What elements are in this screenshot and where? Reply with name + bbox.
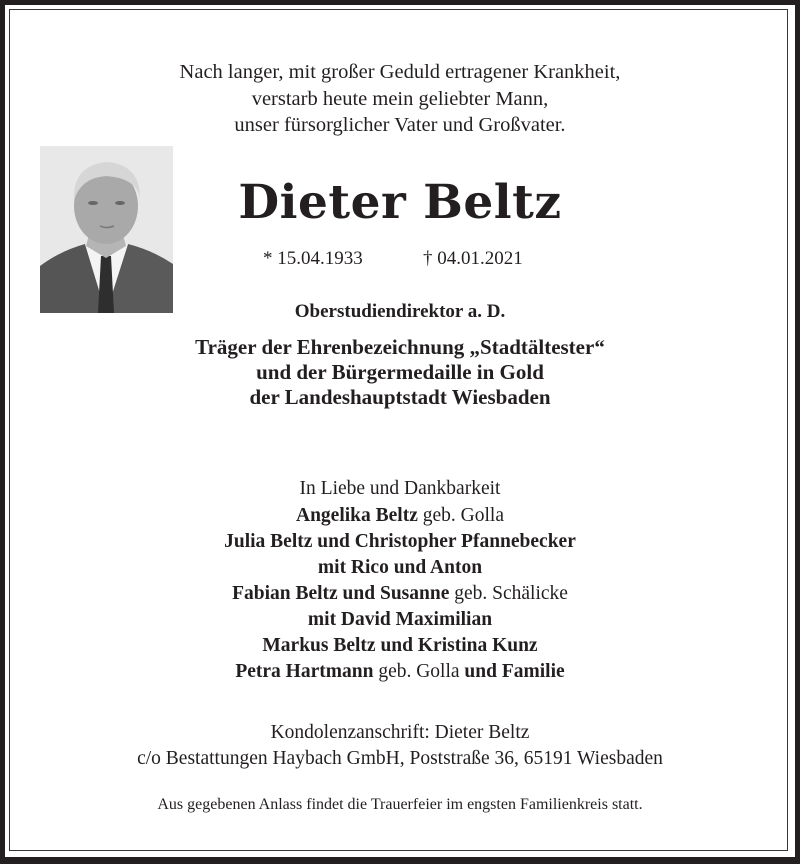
mourner-suffix: geb. Golla (373, 661, 465, 682)
honor-line-2: und der Bürgermedaille in Gold (256, 360, 544, 384)
mourner-line (0, 609, 800, 631)
death-date: † 04.01.2021 (423, 248, 523, 269)
mourner-name: mit David Maximilian (307, 609, 493, 630)
mourner-name: Angelika Beltz (296, 505, 418, 526)
mourner-name: Fabian Beltz und Susanne (232, 583, 450, 604)
mourner-line (0, 531, 800, 553)
mourner-line (0, 635, 800, 657)
profession-title: Oberstudiendirektor a. D. (294, 301, 506, 322)
condolence-address-line-2: c/o Bestattungen Haybach GmbH, Poststraße 36, 65191 Wiesbaden (137, 748, 663, 769)
condolence-address-line-1: Kondolenzanschrift: Dieter Beltz (270, 722, 530, 743)
mourner-line (0, 557, 800, 579)
portrait-photo (40, 146, 173, 313)
deceased-name: Dieter Beltz (238, 175, 562, 230)
intro-line-1: Nach langer, mit großer Geduld ertragener Krankheit, (179, 61, 621, 83)
mourners-heading: In Liebe und Dankbarkeit (299, 478, 501, 499)
mourner-line (0, 505, 800, 527)
mourner-name: mit Rico und Anton (317, 557, 483, 578)
mourner-family: und Familie (464, 661, 565, 682)
mourner-line (0, 661, 800, 683)
honor-line-3: der Landeshauptstadt Wiesbaden (249, 385, 551, 409)
funeral-note: Aus gegebenen Anlass findet die Trauerfeier im engsten Familienkreis statt. (157, 796, 643, 813)
intro-line-3: unser fürsorglicher Vater und Großvater. (234, 114, 566, 136)
portrait-image (40, 146, 173, 313)
intro-line-2: verstarb heute mein geliebter Mann, (251, 88, 549, 110)
mourner-name: Markus Beltz und Kristina Kunz (262, 635, 538, 656)
mourner-name: Petra Hartmann (235, 661, 374, 682)
honor-line-1: Träger der Ehrenbezeichnung „Stadtältester“ (195, 335, 605, 359)
mourner-line (0, 583, 800, 605)
birth-date: * 15.04.1933 (263, 248, 363, 269)
mourner-suffix: geb. Golla (417, 505, 504, 526)
mourner-suffix: geb. Schälicke (449, 583, 568, 604)
mourner-name: Julia Beltz und Christopher Pfannebecker (224, 531, 576, 552)
